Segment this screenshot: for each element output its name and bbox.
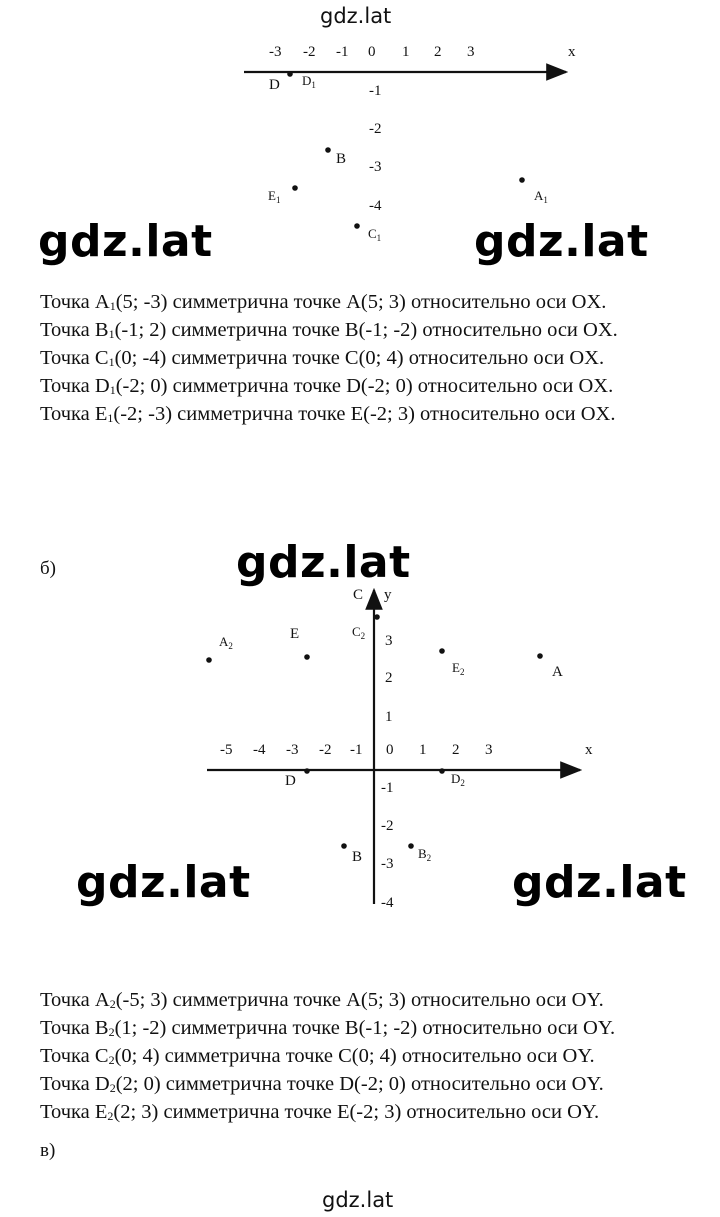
watermark-big-3: gdz.lat [236, 537, 411, 588]
graph-a-x-tick: 0 [368, 44, 376, 60]
statement-d2: Точка $D_2(2$; 0) симметрична точке D(-2; 0) относительно оси OY. [40, 1073, 604, 1095]
watermark-big-2: gdz.lat [474, 216, 649, 267]
graph-a-x-tick: -1 [336, 44, 349, 60]
statement-c1: Точка $C_1(0$; -4) симметрична точке C(0; 4) относительно оси OX. [40, 347, 605, 369]
point-a [537, 653, 543, 659]
point-label: $E_2$ [452, 660, 465, 677]
point-d2 [439, 768, 445, 774]
statement-a1: Точка $A_1(5$; -3) симметрична точке A(5; 3) относительно оси OX. [40, 291, 607, 313]
watermark-bottom: gdz.lat [322, 1188, 394, 1212]
graph-a-y-tick: -4 [369, 198, 382, 214]
statement-c2: Точка $C_2(0$; 4) симметрична точке C(0; 4) относительно оси OY. [40, 1045, 595, 1067]
graph-b-x-tick: 2 [452, 742, 460, 758]
point-d [304, 768, 310, 774]
point-label: C [353, 587, 364, 603]
point-e2 [439, 648, 445, 654]
statement-b2: Точка $B_2(1$; -2) симметрична точке B(-1; -2) относительно оси OY. [40, 1017, 616, 1039]
point-label: $D_2$ [451, 771, 465, 788]
statement-a2: Точка $A_2(-5$; 3) симметрична точке A(5; 3) относительно оси OY. [40, 989, 604, 1011]
graph-a-x-tick: 3 [467, 44, 475, 60]
graph-b-y-tick: 1 [385, 709, 393, 725]
statement-e2: Точка $E_2(2$; 3) симметрична точке E(-2; 3) относительно оси OY. [40, 1101, 600, 1123]
watermark-top: gdz.lat [320, 4, 392, 28]
statement-d1: Точка $D_1(-2$; 0) симметрична точке D(-2; 0) относительно оси OX. [40, 375, 614, 397]
point-c2 [374, 614, 380, 620]
point-label: $D_1$ [302, 73, 316, 90]
point-label: B [352, 849, 363, 865]
point-b2 [408, 843, 414, 849]
point-label: $E_1$ [268, 188, 281, 205]
point-a1 [519, 177, 525, 183]
graph-a-y-tick: -3 [369, 159, 382, 175]
point-label: $A_1$ [534, 188, 548, 205]
graph-b-y-tick: -2 [381, 818, 394, 834]
watermark-big-1: gdz.lat [38, 216, 213, 267]
part-v-label: в) [40, 1140, 56, 1161]
graph-b-x-tick: -4 [253, 742, 266, 758]
graph-b-y-tick: 3 [385, 633, 393, 649]
point-label: A [552, 664, 563, 680]
point-label: $C_1$ [368, 226, 382, 243]
statement-e1: Точка $E_1(-2$; -3) симметрична точке E(-2; 3) относительно оси OX. [40, 403, 616, 425]
watermark-big-5: gdz.lat [512, 857, 687, 908]
point-b [325, 147, 331, 153]
point-label: E [290, 626, 300, 642]
watermark-big-4: gdz.lat [76, 857, 251, 908]
graph-b-x-tick: -5 [220, 742, 233, 758]
graph-a-y-tick: -2 [369, 121, 382, 137]
graph-b-y-tick: -3 [381, 856, 394, 872]
graph-a-x-tick: -2 [303, 44, 316, 60]
graph-b-x-tick: -1 [350, 742, 363, 758]
graph-b-y-tick: 2 [385, 670, 393, 686]
graph-b-x-tick: 1 [419, 742, 427, 758]
graph-a-x-tick: -3 [269, 44, 282, 60]
graph-b-x-label: x [585, 742, 593, 758]
graph-b-y-tick: -1 [381, 780, 394, 796]
graph-b-x-tick: -3 [286, 742, 299, 758]
point-d1 [287, 71, 293, 77]
part-b-label: б) [40, 558, 56, 579]
point-label: $A_2$ [219, 634, 233, 651]
point-c1 [354, 223, 360, 229]
statement-b1: Точка $B_1(-1$; 2) симметрична точке B(-1; -2) относительно оси OX. [40, 319, 618, 341]
graph-a-y-tick: -1 [369, 83, 382, 99]
point-label: D [269, 77, 280, 93]
point-label: $B_2$ [418, 846, 432, 863]
graph-a-x-tick: 1 [402, 44, 410, 60]
point-e [304, 654, 310, 660]
point-label: D [285, 773, 296, 789]
point-label: B [336, 151, 347, 167]
graph-a-x-tick: 2 [434, 44, 442, 60]
point-b-2 [341, 843, 347, 849]
point-e1 [292, 185, 298, 191]
point-a2 [206, 657, 212, 663]
point-label: $C_2$ [352, 624, 366, 641]
graph-b-y-label: y [384, 587, 392, 603]
graph-b-x-tick: 0 [386, 742, 394, 758]
graph-b-x-tick: -2 [319, 742, 332, 758]
graph-a-x-label: x [568, 44, 576, 60]
graph-b-y-tick: -4 [381, 895, 394, 911]
graph-b-x-tick: 3 [485, 742, 493, 758]
